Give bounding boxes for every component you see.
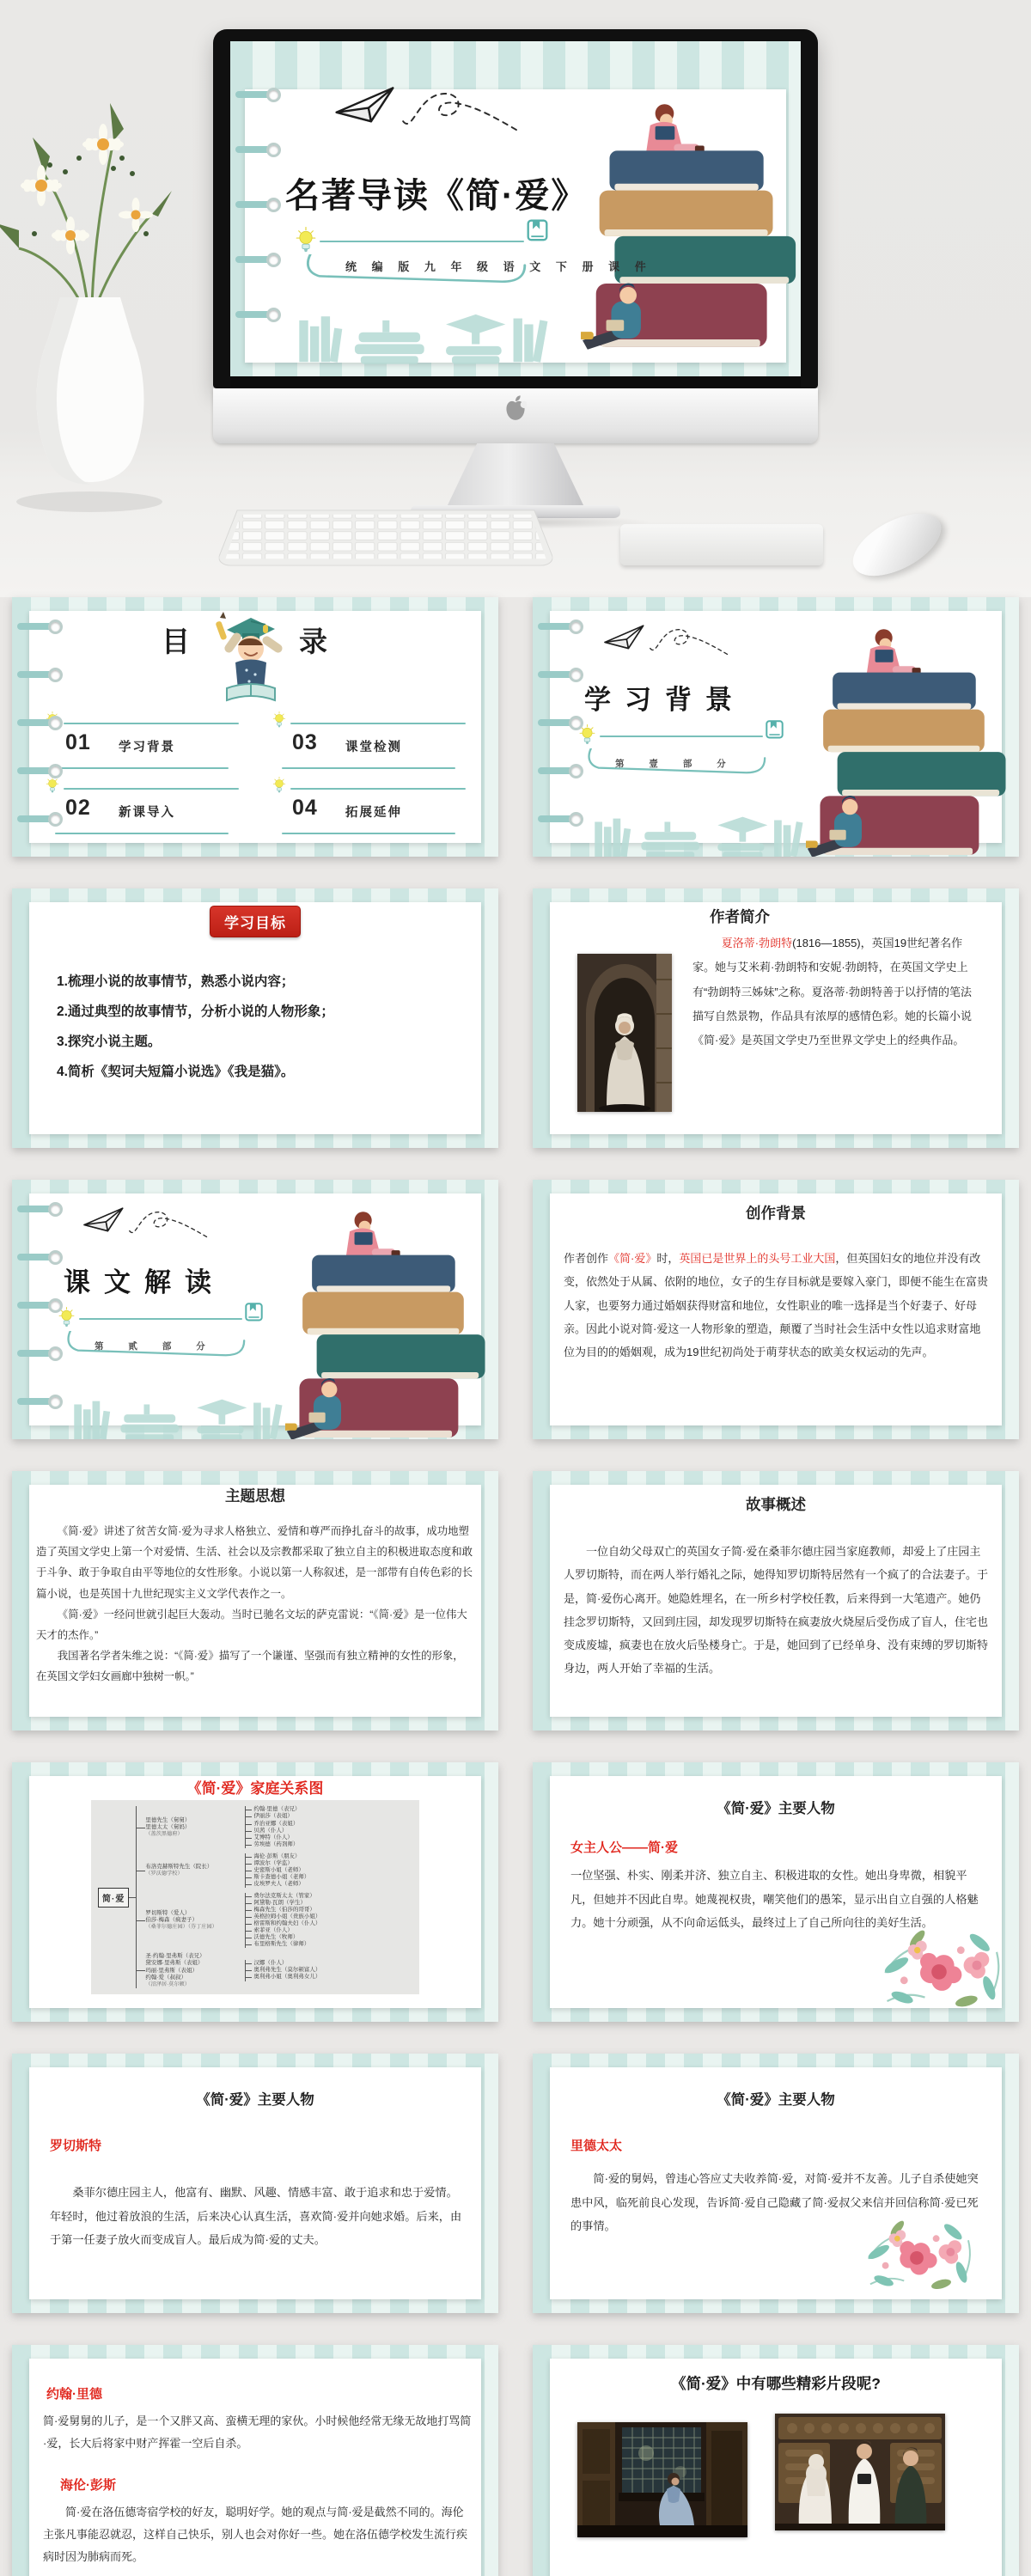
slide-character-mrs-reed[interactable] [533, 2054, 1019, 2313]
goal-line: 1.梳理小说的故事情节，熟悉小说内容； [57, 974, 295, 989]
character-name: 海伦·彭斯 [60, 2478, 116, 2493]
binder-ring-icon [235, 91, 275, 98]
character-description: 简·爱舅舅的儿子，是一个又胖又高、蛮横无理的家伙。小时候他经常无缘无故地打骂简·爱，长大后将家中财产挥霍一空后自杀。 [43, 2414, 472, 2450]
binder-ring-icon [17, 1302, 57, 1309]
lightbulb-icon [579, 724, 595, 750]
slide-highlights[interactable] [533, 2345, 1019, 2576]
film-still-window-scene [577, 2422, 747, 2537]
flower-bouquet-icon [866, 1907, 1012, 2020]
binder-ring-icon [235, 256, 275, 263]
section-title: 课文解读 [64, 1267, 225, 1297]
bookshelf-silhouette-icon [593, 809, 809, 857]
binder-ring-icon [17, 623, 57, 630]
slide-preview-grid [12, 597, 1019, 2576]
slide-author[interactable] [533, 888, 1019, 1148]
lightbulb-icon [46, 777, 59, 797]
slide-title: 《简·爱》主要人物 [717, 2092, 835, 2108]
graduate-boy-icon [211, 606, 290, 702]
character-name: 里德太太 [570, 2139, 623, 2153]
monitor-screen-cover-slide [230, 41, 801, 376]
slide-title: 创作背景 [746, 1205, 806, 1222]
toc-title-left: 目 [162, 626, 190, 657]
slide-title: 主题思想 [225, 1487, 285, 1505]
binder-ring-icon [235, 201, 275, 208]
apple-logo-icon [504, 394, 527, 422]
section-part-label: 第 壹 部 分 [615, 759, 737, 769]
binder-ring-icon [538, 623, 577, 630]
flower-bouquet-icon [852, 2200, 981, 2301]
slide-creation-background[interactable] [533, 1180, 1019, 1439]
slide-goals[interactable] [12, 888, 498, 1148]
theme-paragraph: 《简·爱》讲述了贫苦女简·爱为寻求人格独立、爱情和尊严而挣扎奋斗的故事，成功地塑造了英国文学史上第一个对爱情、生活、社会以及宗教都采取了独立自主的积极进取态度和敢于斗争、敢于争取自由平等地位的女性形象。小说以第一人称叙述，是一部带有自传色彩的长篇小说，也是英国十九世纪现实主义文学代表作之一。 [36, 1525, 473, 1600]
toc-item-number: 04 [292, 796, 318, 820]
binder-ring-icon [235, 146, 275, 153]
character-description: 简·爱在洛伍德寄宿学校的好友，聪明好学。她的观点与简·爱是截然不同的。海伦主张凡事能忍就忍，这样自己快乐，别人也会对你好一些。她在洛伍德学校发生流行疾病时因为肺病而死。 [43, 2506, 468, 2563]
vase-flowers-illustration [0, 55, 199, 519]
imac-chin [213, 388, 818, 443]
character-name: 罗切斯特 [50, 2139, 102, 2153]
toc-item-label: 课堂检测 [345, 741, 402, 754]
story-text: 一位自幼父母双亡的英国女子简·爱在桑菲尔德庄园当家庭教师，却爱上了庄园主人罗切斯特，而在两人举行婚礼之际，她得知罗切斯特居然有一个疯了的合法妻子。于是，简·爱伤心离开。她隐姓埋名，在一所乡村学校任教，后来得到一大笔遗产。她仍挂念罗切斯特，又回到庄园，却发现罗切斯特在疯妻放火烧屋后受伤成了盲人，住宅也变成废墟，疯妻也在放火后坠楼身亡。于是，她回到了已经单身、没有束缚的罗切斯特身边，两人开始了幸福的生活。 [564, 1545, 989, 1676]
theme-paragraph: 我国著名学者朱维之说：“《简·爱》描写了一个谦谨、坚强而有独立精神的女性的形象，在英国文学妇女画廊中独树一帜。” [36, 1650, 464, 1683]
family-group-moor-house: 圣·约翰·里弗斯（表兄） 黛安娜·里弗斯（表姐） 玛丽·里弗斯（表姐） 约翰·爱（叔叔） （沼泽居·莫尔顿） 汉娜（仆人） 奥利弗先生（莫尔顿富人） 奥利弗小姐（奥利弗女儿） [137, 1953, 412, 1987]
binder-ring-icon [538, 671, 577, 678]
slide-section-2[interactable] [12, 1180, 498, 1439]
author-name: 夏洛蒂·勃朗特 [721, 937, 793, 949]
author-title: 作者简介 [710, 908, 770, 925]
section-part-label: 第 贰 部 分 [95, 1341, 217, 1352]
slide-section-1[interactable] [533, 597, 1019, 857]
goals-list [57, 968, 467, 1088]
character-description: 简·爱的舅妈，曾违心答应丈夫收养简·爱，对简·爱并不友善。儿子自杀使她突患中风，临死前良心发现，告诉简·爱自己隐藏了简·爱叔父来信并回信称简·爱已死的事情。 [570, 2172, 979, 2233]
toc-item-label: 学习背景 [119, 741, 175, 754]
author-portrait-photo [577, 954, 672, 1112]
desk-scene [0, 0, 1031, 597]
toc-item-label: 拓展延伸 [345, 806, 402, 820]
character-description: 一位坚强、朴实、刚柔并济、独立自主、积极进取的女性。她出身卑微，相貌平凡，但她并不因此自卑。她蔑视权贵，嘲笑他们的愚笨，显示出自立自强的人格魅力。她十分顽强，从不向命运低头，最终过上了自己所向往的美好生活。 [570, 1869, 979, 1930]
toc-item-2[interactable] [52, 788, 239, 834]
toc-item-number: 03 [292, 730, 318, 754]
paper-plane-icon [601, 620, 732, 668]
cover-subtitle: 统 编 版 九 年 级 语 文 下 册 课 件 [345, 260, 652, 273]
lightbulb-icon [296, 227, 316, 259]
goal-line: 4.简析《契诃夫短篇小说选》《我是猫》。 [57, 1064, 295, 1079]
binder-ring-icon [538, 719, 577, 726]
slide-title: 《简·爱》主要人物 [717, 1801, 835, 1816]
slide-title: 故事概述 [746, 1496, 806, 1513]
binder-ring-icon [17, 1254, 57, 1261]
character-name: 约翰·里德 [46, 2387, 102, 2402]
family-diagram-title: 《简·爱》家庭关系图 [186, 1780, 324, 1797]
lightbulb-icon [58, 1307, 75, 1333]
slide-title: 《简·爱》主要人物 [196, 2092, 314, 2108]
toc-item-3[interactable] [278, 723, 466, 769]
binder-ring-icon [17, 767, 57, 774]
slide-story[interactable] [533, 1471, 1019, 1731]
bookmark-book-icon [526, 217, 549, 243]
binder-ring-icon [538, 767, 577, 774]
toc-item-number: 02 [65, 796, 91, 820]
family-group-thornfield: 罗切斯特（爱人） 伯莎·梅森（疯妻子） （桑菲尔德庄园）（芬丁庄园） 费尔法克斯太太（管家） 阿黛勒·瓦朗（学生） 梅森先生（伯莎的哥哥） 英格拉姆小姐（贵族小姐） 格雷斯和约翰夫妇（仆人） 索菲亚（仆人） 沃德先生（牧师） 布里格斯先生（律师） [137, 1893, 412, 1948]
slide-toc[interactable] [12, 597, 498, 857]
theme-paragraphs [36, 1521, 473, 1688]
background-text: 作者创作《简·爱》时，英国已是世界上的头号工业大国，但英国妇女的地位并没有改变，依然处于从属、依附的地位，女子的生存目标就是要嫁入豪门，即便不能生在富贵人家，也要努力通过婚姻获得财富和地位，女性职业的唯一选择是当个好妻子、好母亲。因此小说对简·爱这一人物形象的塑造，颠覆了当时社会生活中女性以追求财富地位为目的的婚姻观，成为19世纪初尚处于萌芽状态的欧美女权运动的先声。 [564, 1252, 989, 1359]
toc-item-number: 01 [65, 730, 91, 754]
character-name: 女主人公——简·爱 [570, 1840, 678, 1855]
character-description: 桑菲尔德庄园主人，他富有、幽默、风趣、情感丰富、敢于追求和忠于爱情。年轻时，他过着放浪的生活，后来决心认真生活，喜欢简·爱并向她求婚。后来，由于第一任妻子放火而变成盲人。最后成为简·爱的丈夫。 [50, 2186, 462, 2247]
author-bio: 夏洛蒂·勃朗特(1816—1855)，英国19世纪著名作家。她与艾米莉·勃朗特和安妮·勃朗特，在英国文学史上有“勃朗特三姊妹”之称。夏洛蒂·勃朗特善于以抒情的笔法描写自然景物，作品具有浓厚的感情色彩。她的长篇小说《简·爱》是英国文学史乃至世界文学史上的经典作品。 [692, 937, 973, 1047]
paper-plane-icon [81, 1202, 211, 1250]
imac-stand [447, 443, 584, 507]
binder-ring-icon [17, 1206, 57, 1212]
toc-title-right: 录 [299, 626, 327, 657]
family-diagram [91, 1800, 419, 1994]
goal-line: 3.探究小说主题。 [57, 1034, 162, 1049]
binder-ring-icon [235, 311, 275, 318]
family-group-gateshead: 里德先生（舅舅） 里德太太（舅妈） （盖茨黑德府） 约翰·里德（表兄） 伊丽莎（表姐） 乔治亚娜（表姐） 贝茜（仆人） 艾博特（仆人） 劳埃德（药剂师） [137, 1806, 412, 1847]
slide-title: 《简·爱》中有哪些精彩片段呢? [670, 2375, 882, 2392]
film-still-wedding-scene [775, 2414, 945, 2530]
binder-ring-icon [17, 1398, 57, 1405]
binder-ring-icon [17, 671, 57, 678]
bookshelf-silhouette-icon [72, 1391, 289, 1439]
slide-characters-john-helen[interactable] [12, 2345, 498, 2576]
theme-paragraph: 《简·爱》一经问世就引起巨大轰动。当时已驰名文坛的萨克雷说：“《简·爱》是一位伟大天才的杰作。” [36, 1608, 467, 1641]
keyboard[interactable] [215, 509, 557, 567]
binder-ring-icon [538, 815, 577, 822]
bookmark-book-icon [765, 717, 784, 741]
book-stack-illustration [581, 100, 801, 354]
slide-character-rochester[interactable] [12, 2054, 498, 2313]
binder-ring-icon [17, 1350, 57, 1357]
bookshelf-silhouette-icon [297, 304, 555, 364]
toc-item-1[interactable] [52, 723, 239, 769]
toc-item-4[interactable] [278, 788, 466, 834]
binder-ring-icon [17, 815, 57, 822]
slide-character-jane[interactable] [533, 1762, 1019, 2022]
section-title: 学习背景 [584, 685, 746, 715]
imac-monitor [213, 29, 818, 388]
bookmark-book-icon [244, 1300, 264, 1323]
cover-title: 名著导读《简·爱》 [285, 177, 588, 215]
family-group-lowood: 布洛克赫斯特先生（院长） （罗沃德学校） 海伦·彭斯（朋友） 谭波尔（学监） 史密斯小姐（老师） 斯卡查德小姐（老师） 皮埃罗夫人（老师） [137, 1853, 412, 1888]
slide-family-diagram[interactable] [12, 1762, 498, 2022]
book-stack-illustration [285, 1207, 490, 1439]
lightbulb-icon [272, 777, 286, 797]
toc-item-label: 新课导入 [119, 806, 175, 820]
mouse[interactable] [843, 501, 950, 589]
paper-plane-icon [326, 79, 528, 150]
lightbulb-icon [272, 711, 286, 732]
binder-ring-icon [17, 719, 57, 726]
family-root-node: 简·爱 [98, 1888, 129, 1908]
book-stack-illustration [806, 625, 1010, 857]
bezel-bottom [230, 376, 801, 388]
trackpad[interactable] [620, 524, 823, 565]
goals-badge: 学习目标 [210, 906, 301, 937]
goal-line: 2.通过典型的故事情节，分析小说的人物形象； [57, 1004, 334, 1019]
slide-theme[interactable] [12, 1471, 498, 1731]
